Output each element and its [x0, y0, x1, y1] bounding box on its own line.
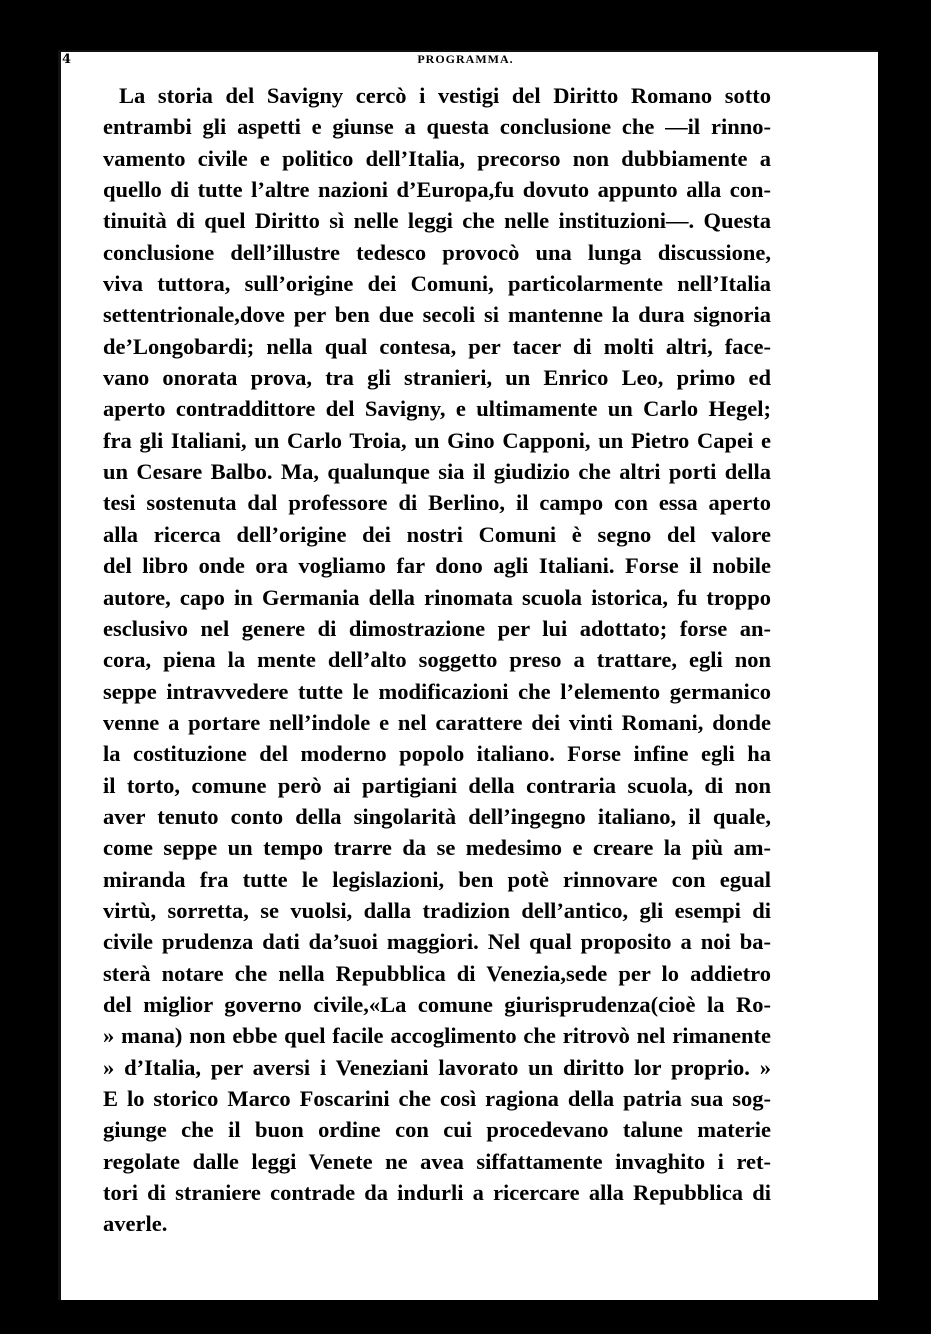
text-line: conclusione dell’illustre tedesco provocò una lunga discussione, [103, 239, 771, 265]
running-head: PROGRAMMA. [417, 52, 514, 66]
text-line: il torto, comune però ai partigiani della contraria scuola, di non [103, 772, 771, 798]
text-line: » mana) non ebbe quel facile accoglimento che ritrovò nel rimanente [103, 1023, 771, 1049]
text-line: un Cesare Balbo. Ma, qualunque sia il giudizio che altri porti della [103, 459, 771, 485]
text-line: de’Longobardi; nella qual contesa, per tacer di molti altri, face- [103, 333, 771, 359]
text-line: E lo storico Marco Foscarini che così ragiona della patria sua sog- [103, 1086, 771, 1111]
text-line: settentrionale,dove per ben due secoli si mantenne la dura signoria [103, 302, 771, 328]
text-line: aperto contraddittore del Savigny, e ultimamente un Carlo Hegel; [103, 396, 771, 422]
text-line: averle. [103, 1211, 168, 1237]
text-line: regolate dalle leggi Venete ne avea siffattamente invaghito i ret- [103, 1148, 771, 1174]
text-line: La storia del Savigny cercò i vestigi del Diritto Romano sotto [119, 83, 771, 108]
text-line: seppe intravvedere tutte le modificazioni che l’elemento germanico [103, 678, 771, 704]
text-line: aver tenuto conto della singolarità dell’ingegno italiano, il quale, [103, 803, 771, 829]
text-line: quello di tutte l’altre nazioni d’Europa,fu dovuto appunto alla con- [103, 177, 771, 203]
text-line: come seppe un tempo trarre da se medesimo e creare la più am- [103, 835, 771, 861]
text-line: tinuità di quel Diritto sì nelle leggi che nelle instituzioni—. Questa [103, 208, 771, 234]
text-line: venne a portare nell’indole e nel carattere dei vinti Romani, donde [103, 709, 771, 735]
text-line: la costituzione del moderno popolo italiano. Forse infine egli ha [103, 741, 771, 767]
text-line: entrambi gli aspetti e giunse a questa conclusione che —il rinno- [103, 114, 771, 140]
text-line: cora, piena la mente dell’alto soggetto preso a trattare, egli non [103, 647, 771, 673]
text-line: civile prudenza dati da’suoi maggiori. Nel qual proposito a noi ba- [103, 929, 771, 955]
text-line: sterà notare che nella Repubblica di Venezia,sede per lo addietro [103, 960, 771, 986]
text-line: alla ricerca dell’origine dei nostri Comuni è segno del valore [103, 521, 771, 547]
text-line: esclusivo nel genere di dimostrazione per lui adottato; forse an- [103, 615, 771, 641]
page-number: 4 [62, 52, 72, 67]
text-line: fra gli Italiani, un Carlo Troia, un Gino Capponi, un Pietro Capei e [103, 427, 771, 453]
text-line: del libro onde ora vogliamo far dono agli Italiani. Forse il nobile [103, 553, 771, 579]
text-line: virtù, sorretta, se vuolsi, dalla tradizion dell’antico, gli esempi di [103, 897, 771, 923]
text-line: vamento civile e politico dell’Italia, precorso non dubbiamente a [103, 145, 771, 171]
text-line: del miglior governo civile,«La comune giurisprudenza(cioè la Ro- [103, 991, 771, 1017]
text-line: » d’Italia, per aversi i Veneziani lavorato un diritto lor proprio. » [103, 1054, 771, 1080]
text-line: vano onorata prova, tra gli stranieri, un Enrico Leo, primo ed [103, 365, 771, 391]
body-text [103, 80, 771, 1240]
text-line: miranda fra tutte le legislazioni, ben potè rinnovare con egual [103, 866, 771, 892]
text-line: tesi sostenuta dal professore di Berlino, il campo con essa aperto [103, 490, 771, 516]
text-line: viva tuttora, sull’origine dei Comuni, particolarmente nell’Italia [103, 271, 771, 297]
text-line: giunge che il buon ordine con cui procedevano talune materie [103, 1117, 771, 1143]
text-line: autore, capo in Germania della rinomata scuola istorica, fu troppo [103, 584, 771, 610]
text-line: tori di straniere contrade da indurli a ricercare alla Repubblica di [103, 1180, 771, 1206]
